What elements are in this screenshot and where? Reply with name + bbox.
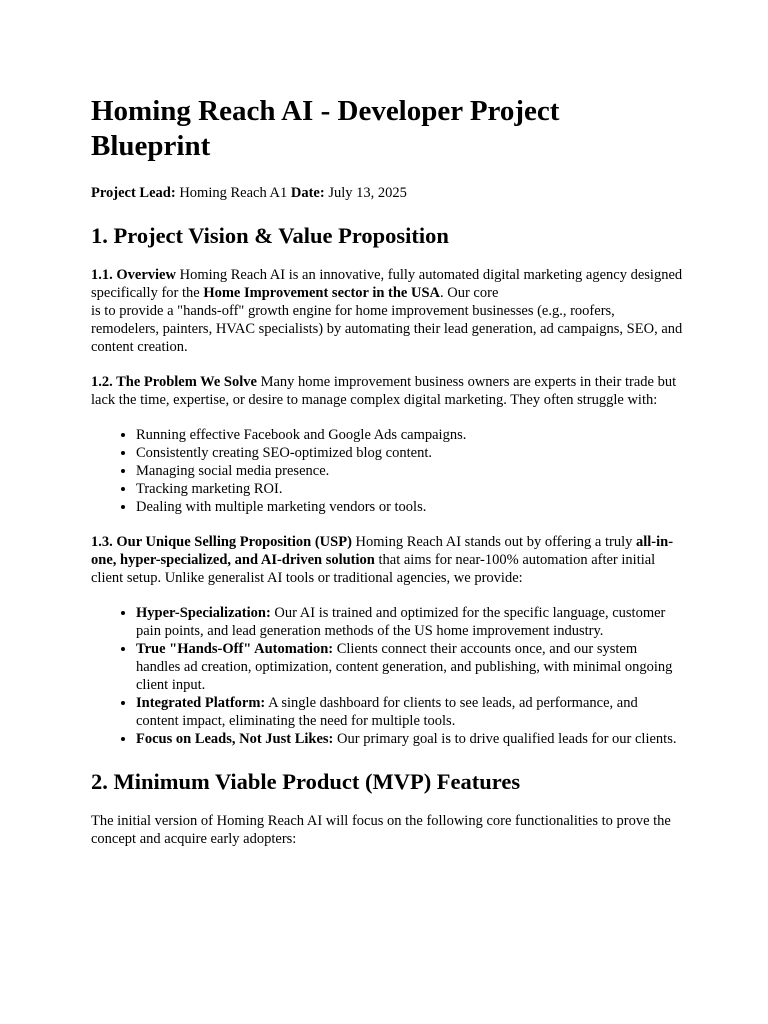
- list-item: • Dealing with multiple marketing vendors or tools.: [136, 498, 683, 516]
- list-item: • Consistently creating SEO-optimized blog content.: [136, 444, 683, 462]
- date-label: Date:: [290, 185, 325, 201]
- project-lead-label: Project Lead:: [91, 185, 176, 201]
- document-content: [91, 94, 683, 848]
- usp-bold: all-in-one, hyper-specialized, and AI-driven solution: [91, 534, 674, 568]
- usp-text-a: Homing Reach AI stands out by offering a truly: [351, 534, 636, 550]
- project-lead-value: Homing Reach A1: [175, 185, 291, 201]
- usp-item-label: Focus on Leads, Not Just Likes:: [136, 731, 334, 747]
- usp-item-label: True "Hands-Off" Automation:: [136, 641, 334, 657]
- mvp-intro-paragraph: The initial version of Homing Reach AI will focus on the following core functionalities to prove the concept and acquire early adopters:: [91, 813, 671, 847]
- usp-item-text: A single dashboard for clients to see leads, ad performance, and content impact, eliminating the need for multiple tools.: [136, 695, 638, 729]
- overview-bold: Home Improvement sector in the USA: [203, 285, 440, 301]
- list-item: • Tracking marketing ROI.: [136, 480, 683, 498]
- document-title: Homing Reach AI - Developer Project Blueprint: [91, 95, 560, 162]
- overview-label: 1.1. Overview: [91, 267, 176, 283]
- usp-item-text: Clients connect their accounts once, and our system handles ad creation, optimization, content generation, and publishing, with minimal ongoing client input.: [136, 641, 673, 693]
- problem-text: Many home improvement business owners are experts in their trade but lack the time, expertise, or desire to manage complex digital marketing. They often struggle with:: [91, 374, 677, 408]
- problem-paragraph: [91, 373, 683, 409]
- date-value: July 13, 2025: [324, 185, 407, 201]
- list-item: [136, 694, 683, 730]
- usp-list: [91, 604, 683, 748]
- list-item: • Managing social media presence.: [136, 462, 683, 480]
- overview-text-b: . Our core: [440, 285, 499, 301]
- usp-label: 1.3. Our Unique Selling Proposition (USP): [91, 534, 352, 550]
- usp-item-label: Hyper-Specialization:: [136, 605, 271, 621]
- usp-text-b: that aims for near-100% automation after initial client setup. Unlike generalist AI tools or traditional agencies, we provide:: [91, 552, 656, 586]
- overview-text-c: is to provide a "hands-off" growth engine for home improvement businesses (e.g., roofers, remodelers, painters, HVAC specialists) by automating their lead generation, ad campaigns, SEO, and content creation.: [91, 303, 683, 355]
- section-1-heading: 1. Project Vision & Value Proposition: [91, 223, 449, 248]
- problem-label: 1.2. The Problem We Solve: [91, 374, 257, 390]
- list-item: • Running effective Facebook and Google Ads campaigns.: [136, 426, 683, 444]
- section-2-heading: 2. Minimum Viable Product (MVP) Features: [91, 769, 521, 794]
- list-item: [136, 640, 683, 694]
- usp-paragraph: [91, 533, 683, 587]
- usp-item-label: Integrated Platform:: [136, 695, 266, 711]
- problem-list: [91, 426, 683, 516]
- usp-item-text: Our primary goal is to drive qualified leads for our clients.: [333, 731, 677, 747]
- list-item: [136, 730, 683, 748]
- list-item: [136, 604, 683, 640]
- overview-paragraph: [91, 266, 683, 356]
- overview-text-a: Homing Reach AI is an innovative, fully automated digital marketing agency designed specifically for the: [91, 267, 683, 301]
- usp-item-text: Our AI is trained and optimized for the specific language, customer pain points, and lead generation methods of the US home improvement industry.: [136, 605, 666, 639]
- project-meta: [91, 184, 683, 202]
